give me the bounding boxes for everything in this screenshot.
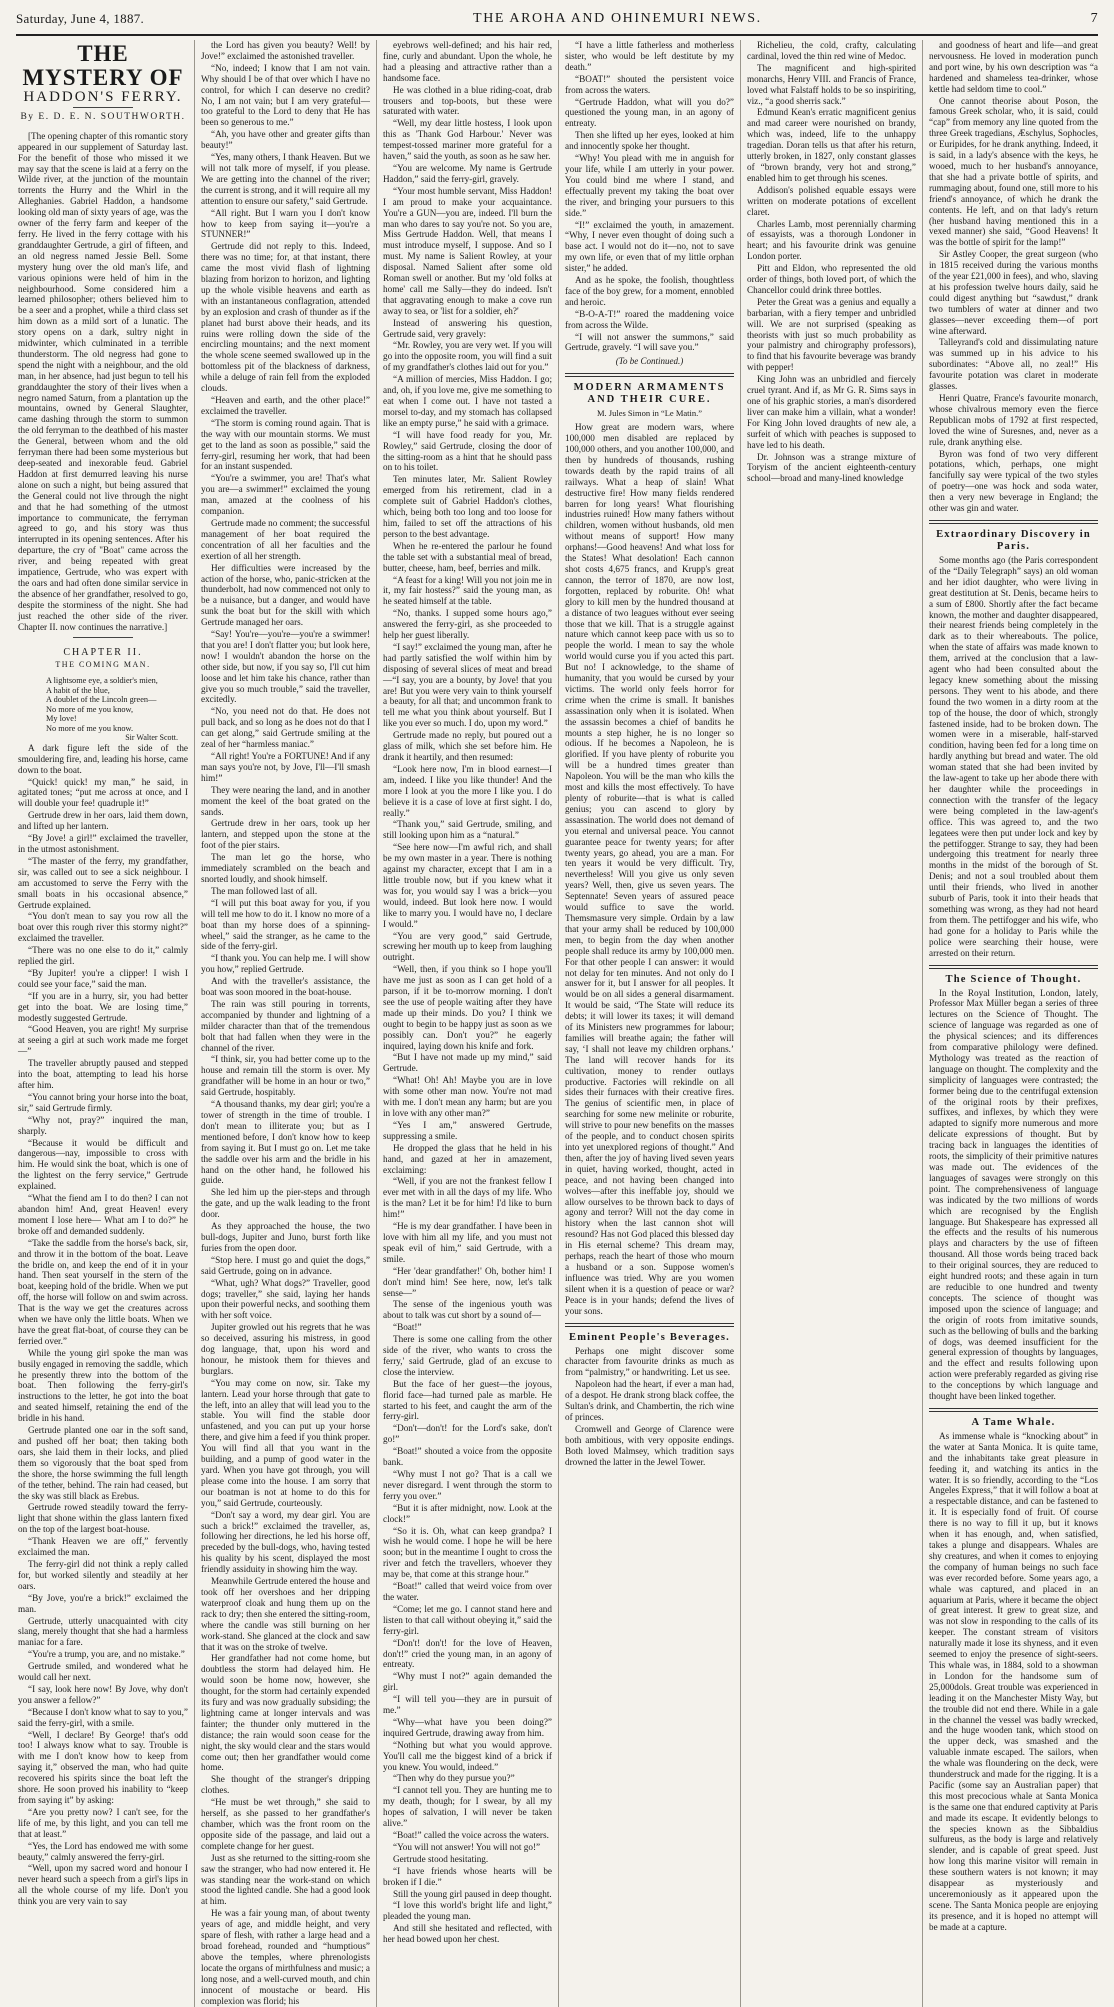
paragraph: “Look here now, I'm in blood earnest—I am, indeed. I like you like thunder! And the more I look at you the more I like you. I do believe it is a case of love at first sight. I do, really.” xyxy=(383,763,552,818)
paragraph: “Because it would be difficult and dangerous—nay, impossible to cross with him. He would sink the boat, which is one of the lightest on the ferry service,” Gertrude explained. xyxy=(18,1137,188,1192)
paragraph: “Boat!” called the voice across the waters. xyxy=(393,1830,549,1840)
paragraph: “You don't mean to say you row all the boat over this rough river this stormy night?” exclaimed the traveller. xyxy=(18,911,188,944)
paragraph: “Because I don't know what to say to you,” said the ferry-girl, with a smile. xyxy=(18,1706,188,1728)
paragraph: Just as she returned to the sitting-room she saw the stranger, who had now entered it. He was standing near the work-stand on which stood the lighted candle. She had a good look at him. xyxy=(201,1852,370,1907)
armaments-heading: MODERN ARMAMENTS AND THEIR CURE. xyxy=(573,382,726,406)
title-divider xyxy=(73,107,133,108)
paragraph: Gertrude made no reply, but poured out a glass of milk, which she set before him. He drank it heartily, and then resumed: xyxy=(383,730,552,762)
column-1-body xyxy=(18,743,188,1907)
paragraph: “All right! You're a FORTUNE! And if any man says you're not, by Jove, I'll—I'll smash him!” xyxy=(201,751,370,783)
paragraph: Dr. Johnson was a strange mixture of Toryism of the ancient eighteenth-century school—broad and many-lined knowledge xyxy=(747,451,916,484)
paragraph: They were nearing the land, and in another moment the keel of the boat grated on the sands. xyxy=(201,784,370,817)
paragraph: “Good Heaven, you are right! My surprise at seeing a girl at such work made me forget—” xyxy=(18,1024,188,1057)
paragraph: A dark figure left the side of the smouldering fire, and, leading his horse, came down to the boat. xyxy=(18,742,188,775)
paragraph: “Her 'dear grandfather!' Oh, bother him! I don't mind him! See here, now, let's talk sense—” xyxy=(383,1265,552,1298)
paragraph: “Thank Heaven we are off,” fervently exclaimed the man. xyxy=(18,1536,188,1558)
paragraph: “You are welcome. My name is Gertrude Haddon,” said the ferry-girl, gravely. xyxy=(383,162,552,184)
paragraph: “I have friends whose hearts will be broken if I die.” xyxy=(383,1865,552,1887)
section-divider xyxy=(929,1408,1098,1412)
paragraph: “Stop here. I must go and quiet the dogs,” said Gertrude, going on in advance. xyxy=(201,1254,370,1276)
whale-heading: A Tame Whale. xyxy=(971,1416,1056,1428)
paragraph: “No, indeed; I know that I am not vain. Why should I be of that over which I have no control, for which I can deserve no credit? No, I am not vain; but I am very grateful—too grateful to the Lord to deny that He has been so generous to me.” xyxy=(201,62,370,128)
intro-divider xyxy=(73,637,133,638)
paragraph: “You are very good,” said Gertrude, screwing her mouth up to keep from laughing outright. xyxy=(383,930,552,963)
page-header xyxy=(16,6,1098,32)
paragraph: “A million of mercies, Miss Haddon. I go; and, oh, if you love me, give me something to eat when I come out. I have not tasted a morsel to-day, and my stomach has collapsed like an empty purse,” he said with a grimace. xyxy=(383,374,552,428)
paragraph: Ten minutes later, Mr. Salient Rowley emerged from his retirement, clad in a complete suit of Gabriel Haddon's clothes, which, being both too long and too loose for him, failed to set off the attractions of his person to the best advantage. xyxy=(383,474,552,539)
paragraph: Gertrude, utterly unacquainted with city slang, merely thought that she had a harmless maniac for a fare. xyxy=(18,1615,188,1648)
paragraph: “Boat!” shouted a voice from the opposite bank. xyxy=(383,1446,552,1468)
paragraph: “What! Oh! Ah! Maybe you are in love with some other man now. You're not mad with me. I don't mean any harm; but are you in love with any other man?” xyxy=(383,1075,552,1118)
paragraph: “Your most humble servant, Miss Haddon! I am proud to make your acquaintance. You're a GUN—you are, indeed. I'll burn the man who dares to say you're not. So you are, Miss Gertrude Haddon. Well, that means I must introduce myself, I suppose. And so I must. My name is Salient Rowley, at your disposal. Named Salient after some old Roman swell or another. But my 'old folks at home' call me Sally—they do indeed. Isn't that aggravating enough to make a cove run away to sea, or 'list for a soldier, eh?' xyxy=(383,185,552,316)
paragraph: “You're a swimmer, you are! That's what you are—a swimmer!” exclaimed the young man, amazed at the coolness of his companion. xyxy=(201,473,370,517)
armaments-byline: M. Jules Simon in “Le Matin.” xyxy=(596,408,703,419)
armaments-body xyxy=(565,422,734,1316)
paragraph: “I say, look here now! By Jove, why don't you answer a fellow?” xyxy=(18,1683,188,1705)
paragraph: eyebrows well-defined; and his hair red, fine, curly and abundant. Upon the whole, he had a pleasing and attractive rather than a handsome face. xyxy=(383,40,552,83)
chapter-subheading: THE COMING MAN. xyxy=(55,660,151,670)
column-2 xyxy=(194,40,376,2007)
beverages-continued xyxy=(929,40,1098,514)
paragraph: “What, ugh? What dogs?” Traveller, good dogs; traveller,” she said, laying her hands upon their powerful necks, and soothing them with her soft voice. xyxy=(201,1277,370,1321)
paragraph: The man followed last of all. xyxy=(211,885,318,896)
story-byline: By E. D. E. N. SOUTHWORTH. xyxy=(20,111,186,122)
paragraph: The man let go the horse, who immediately scrambled on the beach and snorted loudly, and shook himself. xyxy=(201,852,370,884)
paragraph: “You're a trump, you are, and no mistake.” xyxy=(28,1649,185,1660)
paragraph: “I have a little fatherless and motherless sister, who would be left destitute by my death.” xyxy=(565,40,734,72)
science-body xyxy=(929,988,1098,1402)
paragraph: Her difficulties were increased by the action of the horse, who, panic-stricken at the thunderbolt, had now commenced not only to be a nuisance, but a danger, and would have sunk the boat but for the skill with which Gertrude managed her oars. xyxy=(201,562,370,628)
paragraph: “Don't say a word, my dear girl. You are such a brick!” exclaimed the traveller, as, following her directions, he led his horse off, preceded by the bull-dogs, who, having tested his quality by his scent, displayed the most friendly assiduity in showing him the way. xyxy=(201,1509,370,1575)
column-5 xyxy=(740,40,922,2007)
paragraph: “Take the saddle from the horse's back, sir, and throw it in the bottom of the boat. Leave the bridle on, and keep the end of it in your hand. Then seat yourself in the stern of the boat, keeping hold of the bridle. When we put off, the horse will follow on and swim across. That is the way we get the creatures across when we have only the little boats. When we have the great flat-boat, of course they can be ferried over.” xyxy=(18,1237,188,1346)
paragraph: Napoleon had the heart, if ever a man had, of a despot. He drank strong black coffee, the Sultan's drink, and Chambertin, the rich wine of princes. xyxy=(565,1379,734,1422)
paragraph: “Yes I am,” answered Gertrude, suppressing a smile. xyxy=(383,1119,552,1141)
paragraph: Gertrude rowed steadily toward the ferry-light that shone within the glass lantern fixed on the top of the largest boat-house. xyxy=(18,1502,188,1535)
paragraph: As they approached the house, the two bull-dogs, Jupiter and Juno, burst forth like furies from the open door. xyxy=(201,1221,370,1253)
paragraph: “I will have food ready for you, Mr. Rowley,” said Gertrude, closing the door of the sitting-room as a hint that he should pass on to his toilet. xyxy=(383,429,552,473)
column-4-body xyxy=(565,40,734,353)
paragraph: “Don't—don't! for the Lord's sake, don't go!” xyxy=(383,1423,552,1445)
paragraph: When he re-entered the parlour he found the table set with a substantial meal of bread, butter, cheese, ham, beef, berries and milk. xyxy=(383,540,552,573)
paragraph: In the Royal Institution, London, lately, Professor Max Müller began a series of three lectures on the Science of Thought. The science of language was regarded as one of the physical sciences; and its differences from comparative philology were defined. Mythology was treated as the reaction of language on thought. The complexity and the simplicity of languages were contrasted; the former being due to the centrifugal extension of the original roots by their prefixes, suffixes, and inflexes, by which they were adapted to signify more numerous and more delicate expressions of thought. But by tracing back in languages the identities of roots, the simplicity of their primitive natures was made out. The evidences of the languages of savages were strongly on this point. The comprehensiveness of language was indicated by the two millions of words which are recognised by the English language. But Shakespeare has expressed all the effects and the results of his numerous plays and characters by the use of fifteen thousand. All those words being traced back to their original sources, they are reduced to eight hundred roots; and these again in turn are reducible to one hundred and twenty concepts. The science of thought was imposed upon the science of language; and the origin of roots from imitative sounds, such as the bellowing of bulls and the barking of dogs, was deemed insufficient for the general expression of thoughts by languages, and the effect and results following upon action were preferably regarded as giving rise to the conceptions by which language and thought have been linked together. xyxy=(929,987,1098,1402)
paragraph: “He must be wet through,” she said to herself, as she passed to her grandfather's chamber, which was the front room on the opposite side of the passage, and laid out a complete change for her guest. xyxy=(201,1797,370,1851)
paris-body xyxy=(929,555,1098,959)
paragraph: Still the young girl paused in deep thought. xyxy=(393,1888,552,1899)
paragraph: She led him up the pier-steps and through the gate, and up the walk leading to the front door. xyxy=(201,1187,370,1220)
paragraph: “By Jove, you're a brick!” exclaimed the man. xyxy=(18,1592,188,1614)
paragraph: and goodness of heart and life—and great nervousness. He loved in moderation punch and port wine, by his own description was “a hardened and shameless tea-drinker, whose kettle had seldom time to cool.” xyxy=(929,40,1098,94)
paragraph: She thought of the stranger's dripping clothes. xyxy=(201,1774,370,1796)
paragraph: “I thank you. You can help me. I will show you how,” replied Gertrude. xyxy=(201,953,370,975)
paragraph: Charles Lamb, most perennially charming of essayists, was a thorough Londoner in heart; and his favourite drink was genuine London porter. xyxy=(747,218,916,262)
paragraph: “Then why do they pursue you?” xyxy=(393,1773,515,1784)
paragraph: “BOAT!” shouted the persistent voice from across the waters. xyxy=(565,73,734,95)
whale-body xyxy=(929,1431,1098,1933)
paragraph: Edmund Kean's erratic magnificent genius and mad career were nourished on brandy, which was, indeed, life to the unhappy tragedian. Doran tells us that after his return, utterly broken, in 1827, only constant glasses of “brown brandy, very hot and strong,” enabled him to get through his scenes. xyxy=(747,107,916,183)
paris-heading: Extraordinary Discovery in Paris. xyxy=(936,528,1091,552)
chapter-heading: CHAPTER II. xyxy=(63,646,143,658)
paragraph: There is some one calling from the other side of the river, who wants to cross the ferry,' said Gertrude, glad of an excuse to close the interview. xyxy=(383,1334,552,1377)
paragraph: “Come; let me go. I cannot stand here and listen to that call without obeying it,” said the ferry-girl. xyxy=(383,1603,552,1636)
paragraph: “Ah, you have other and greater gifts than beauty!” xyxy=(201,129,370,151)
paragraph: “Well, my dear little hostess, I look upon this as 'Thank God Harbour.' Never was tempest-tossed mariner more grateful for a haven,” said the youth, as soon as he saw her. xyxy=(383,118,552,162)
paragraph: Jupiter growled out his regrets that he was so deceived, assuring his mistress, in good dog language, that, upon his word and honour, he mistook them for thieves and burglars. xyxy=(201,1322,370,1376)
poem-line: My love! xyxy=(46,714,77,724)
paragraph: Byron was fond of two very different potations, which, perhaps, one might fancifully say were typical of the two styles of poetry—one was hock and soda water, then a very new beverage in England; the other was gin and water. xyxy=(929,448,1098,514)
paragraph: Gertrude drew in her oars, laid them down, and lifted up her lantern. xyxy=(18,810,188,832)
paragraph: “Gertrude Haddon, what will you do?” questioned the young man, in an agony of entreaty. xyxy=(565,96,734,129)
paragraph: “I will tell you—they are in pursuit of me.” xyxy=(383,1694,552,1716)
paragraph: “Well, upon my sacred word and honour I never heard such a speech from a girl's lips in all the whole course of my life. Don't you think you are very vain to say xyxy=(18,1863,188,1907)
column-3-body xyxy=(383,40,552,1945)
story-intro: [The opening chapter of this romantic story appeared in our supplement of Saturday last. For the benefit of those who missed it we may say that the scene is laid at a ferry on the Wilde river, at the junction of the mountain torrents the Hurry and the Whirl in the Alleghanies. Gabriel Haddon, a handsome looking old man of sixty years of age, was the owner of the ferry farm and keeper of the ferry. He lived in the ferry cottage with his granddaughter Gertrude, a girl of fifteen, and an old negress named Jessie Bell. Some mystery hung over the old man's life, and various opinions were held of him in the neighbourhood. Some considered him a learned philosopher; others believed him to be a seer and a prophet, while a third class set him down as a mild sort of a lunatic. The story opens on a dark, sultry night in midwinter, which culminated in a terrible thunderstorm. The old negress had gone to spend the night with a neighbour, and the old man, in her absence, had just begun to tell his granddaughter the story of their lives when a negro named Saturn, from a plantation up the mountains, owned by General Slaughter, came dashing through the storm to summon the old ferryman to the deathbed of his master the General, between whom and the old ferryman there had been some mysterious but deep-seated and inexorable feud. Gabriel Haddon at first demurred leaving his nurse alone on such a night, but being assured that the General could not live through the night and that he had something of the utmost importance to communicate, the ferryman agreed to go, and his story was thus interrupted in its opening sentences. After his departure, the cry of "Boat" came across the river, and being repeated with great impatience, Gertrude, who was expert with the oars and had often done similar service in the absence of her grandfather, resolved to go, despite the storminess of the night. She had just reached the other side of the river. Chapter II. now continues the narrative.] xyxy=(18,130,188,632)
paragraph: “Nothing but what you would approve. You'll call me the biggest kind of a brick if you knew. You would, indeed.” xyxy=(383,1739,552,1772)
paragraph: “He is my dear grandfather. I have been in love with him all my life, and you must not speak evil of him,” said Gertrude, with a smile. xyxy=(383,1221,552,1264)
column-4 xyxy=(558,40,740,2007)
paragraph: “What the fiend am I to do then? I can not abandon him! And, great Heaven! every moment I lose here— What am I to do?” he broke off and demanded suddenly. xyxy=(18,1193,188,1236)
story-title: THE MYSTERY OF xyxy=(22,41,184,90)
paragraph: “Why not, pray?” inquired the man, sharply. xyxy=(18,1114,188,1136)
beverages-body-part2 xyxy=(747,40,916,484)
paragraph: And still she hesitated and reflected, with her head bowed upon her chest. xyxy=(383,1923,552,1945)
chapter-poem xyxy=(18,676,188,743)
paragraph: “Boat!” xyxy=(393,1322,422,1333)
paragraph: Perhaps one might discover some character from favourite drinks as much as from “palmistry,” or handwriting. Let us see. xyxy=(565,1345,734,1378)
poem-line: No more of me you know, xyxy=(46,704,134,714)
beverages-body-part1 xyxy=(565,1346,734,1468)
paragraph: “I say!” exclaimed the young man, after he had partly satisfied the wolf within him by disposing of several slices of meat and bread—“I say, you are a bounty, by Jove! that you are! But you were very vain to think yourself a beauty, for all that; and uncommon frank to tell me what you think about yourself. But I like you ever so much. I do, upon my word.” xyxy=(383,641,552,729)
to-be-continued: (To be Continued.) xyxy=(615,356,684,367)
paragraph: Gertrude made no comment; the successful management of her boat required the concentration of all her faculties and the exertion of all her strength. xyxy=(201,517,370,561)
paragraph: He dropped the glass that he held in his hand, and gazed at her in amazement, exclaiming: xyxy=(383,1142,552,1175)
paragraph: “I will not answer the summons,” said Gertrude, gravely. “I will save you.” xyxy=(565,331,734,353)
paragraph: Henri Quatre, France's favourite monarch, whose chivalrous memory even the fierce Republican mobs of 1792 at first respected, loved the wine of Suresnes, and, never as a rule, drank anything else. xyxy=(929,393,1098,447)
paragraph: “Yes, the Lord has endowed me with some beauty,” calmly answered the ferry-girl. xyxy=(18,1840,188,1862)
paragraph: “I love this world's bright life and light,” pleaded the young man. xyxy=(383,1900,552,1922)
paragraph: While the young girl spoke the man was busily engaged in removing the saddle, which he presently threw into the bottom of the boat. Then following the ferry-girl's instructions to the letter, he got into the boat and seated himself, retaining the end of the bridle in his hand. xyxy=(18,1347,188,1424)
paragraph: And with the traveller's assistance, the boat was soon moored in the boat-house. xyxy=(201,976,370,998)
paragraph: “All right. But I warn you I don't know how to keep from saying it—you're a STUNNER!” xyxy=(201,207,370,240)
paragraph: Gertrude drew in her oars, took up her lantern, and stepped upon the stone at the foot of the pier stairs. xyxy=(201,818,370,851)
paragraph: “I cannot tell you. They are hunting me to my death, though; for I swear, by all my hopes of salvation, I will never be taken alive.” xyxy=(383,1785,552,1829)
paragraph: Pitt and Eldon, who represented the old order of things, both loved port, of which the Chancellor could drink three bottles. xyxy=(747,263,916,295)
section-divider xyxy=(565,1323,734,1327)
paragraph: “Yes, many others, I thank Heaven. But we will not talk more of myself, if you please. We are getting into the channel of the river; the current is strong, and it will require all my attention to ensure our safety,” said Gertrude. xyxy=(201,152,370,206)
paragraph: “Why! You plead with me in anguish for your life, while I am utterly in your power. You could bind me where I stand, and effectually prevent my taking the boat over the river, and bringing your pursuers to this side.” xyxy=(565,153,734,218)
paragraph: Gertrude smiled, and wondered what he would call her next. xyxy=(18,1661,188,1683)
paragraph: “See here now—I'm awful rich, and shall be my own master in a year. There is nothing against my character, except that I am in a little trouble now, but if you knew what it was for, you would say I was a brick—you would, indeed. But look here now. I would like to marry you. I would have no, I declare I would.” xyxy=(383,842,552,929)
paragraph: “Boat!” called that weird voice from over the water. xyxy=(383,1581,552,1602)
paragraph: “B-O-A-T!” roared the maddening voice from across the Wilde. xyxy=(565,308,734,330)
paragraph: Cromwell and George of Clarence were both ambitious, with very opposite endings. Both loved Malmsey, which tradition says drowned the latter in the Jewel Tower. xyxy=(565,1423,734,1467)
paragraph: “I think, sir, you had better come up to the house and remain till the storm is over. My grandfather will be home in an hour or two,” said Gertrude, hospitably. xyxy=(201,1054,370,1098)
paragraph: But the face of her guest—the joyous, florid face—had turned pale as marble. He started to his feet, and caught the arm of the ferry-girl. xyxy=(383,1378,552,1422)
paragraph: “So it is. Oh, what can keep grandpa? I wish he would come. I hope he will be here soon; but in the meantime I ought to cross the river and fetch the travellers, whoever they may be, that come at this strange hour.” xyxy=(383,1525,552,1580)
paragraph: “A feast for a king! Will you not join me in it, my fair hostess?” said the young man, as he seated himself at the table. xyxy=(383,574,552,607)
paragraph: “Say! You're—you're—you're a swimmer! that you are! I don't flatter you; but look here, now! I wouldn't abandon the horse on the other side, but now, if you say so, I'll cut him loose and let him take his chance, rather than give you so much trouble,” said the traveller, excitedly. xyxy=(201,629,370,705)
column-3 xyxy=(376,40,558,2007)
paragraph: Her grandfather had not come home, but doubtless the storm had delayed him. He would soon be home now, however, she thought, for the storm had certainly expended its fury and was now gradually subsiding; the lightning came at longer intervals and was fainter; the thunder only muttered in the distance; the rain would soon cease for the night, the sky would clear and the stars would come out; then her grandfather would come home. xyxy=(201,1653,370,1773)
paragraph: Peter the Great was a genius and equally a barbarian, with a fiery temper and unbridled will. We are not surprised (speaking as theorists with just so much probability as your palmistry and chirography professors), to find that his favourite beverage was brandy with pepper! xyxy=(747,296,916,373)
poem-line: A habit of the blue, xyxy=(46,685,110,695)
section-divider xyxy=(565,373,734,377)
paragraph: “But it is after midnight, now. Look at the clock!” xyxy=(383,1502,552,1524)
paragraph: “There was no one else to do it,” calmly replied the girl. xyxy=(18,945,188,967)
header-rule xyxy=(16,34,1098,36)
paragraph: The rain was still pouring in torrents, accompanied by thunder and lightning of a milder character than that of the tremendous bolt that had fallen when they were in the channel of the river. xyxy=(201,998,370,1053)
poem-attribution: Sir Walter Scott. xyxy=(125,733,178,743)
paragraph: “Well, I declare! By George! that's odd too! I always know what to say. Trouble is with me I don't know how to keep from saying it,” observed the man, who had quite recovered his spirits since the boat left the shore. He soon proved his inability to “keep from saying it” by asking: xyxy=(18,1729,188,1805)
paragraph: “I!” exclaimed the youth, in amazement. “Why, I never even thought of doing such a base act. I would not do it—no, not to save my own life, or even that of my little orphan sister,” he added. xyxy=(565,219,734,274)
paragraph: Sir Astley Cooper, the great surgeon (who in 1815 received during the various months of the year £21,000 in fees), and who, slaving at his profession twelve hours daily, said he could digest anything but “sawdust,” drank two tumblers of water at dinner and two glasses—never exceeding them—of port wine afterward. xyxy=(929,249,1098,336)
paragraph: “You cannot bring your horse into the boat, sir,” said Gertrude firmly. xyxy=(18,1091,188,1113)
paragraph: “The master of the ferry, my grandfather, sir, was called out to see a sick neighbour. I am accustomed to serve the Ferry with the small boats in his occasional absence,” Gertrude explained. xyxy=(18,855,188,910)
newspaper-title: THE AROHA AND OHINEMURI NEWS. xyxy=(473,11,762,26)
paragraph: Richelieu, the cold, crafty, calculating cardinal, loved the thin red wine of Medoc. xyxy=(747,40,916,61)
paragraph: How great are modern wars, where 100,000 men disabled are replaced by 100,000 others, and you another 100,000, and then by hundreds of thousands, rushing towards death by the rapid trains of all railways. What a heap of slain! What destructive fire! How many fields rendered barren for long years! What flourishing industries ruined! How many fathers without children, women without husbands, old men without means of support! How many orphans!—Good heavens! And what loss for the States! What desolation! Each cannon shot costs 4,675 francs, and Krupp's great cannon, the terror of 1870, are now lost, forgotten, replaced by roburite. Oh! what glory to kill men by the hundred thousand at a distance of two leagues without ever seeing those that we kill. That is a struggle against nature which cannot keep pace with us so to people the world. I mean to say the whole world would curse you if you acted this part. But no! I acknowledge, to the shame of humanity, that you would be cursed by your victims. The world only feels horror for crime when the crime is small. It banishes assassination only when it is isolated. When the assassin becomes a chief of bandits he mounts a step higher, he is no longer so odious. If he becomes a Napoleon, he is glorified. If you have plenty of roburite you will be a hundred times greater than Napoleon. You will be the man who kills the most and kills the most effectively. To have plenty of roburite—that is what is called genius; you can ascend to glory by assassination. The world does not demand of you eternal and universal peace. You cannot guarantee peace for twenty years; for after twenty years, go ahead, you are a man. For ten years it would be very difficult. Try, nevertheless! Will you give us only seven years? Well, then, give us seven years. The Septennate! Seven years of assured peace would suffice to save the world. Themsmasure very simple. Ordain by a law that your army shall be reduced by 100,000 men, to begin from the day when another people shall reduce its army by 100,000 men. For that other people I can answer: it would not delay for ten minutes. And not only do I answer for it, but I answer for all peoples. It would be on all sides a general disarmament. It would be said, “The State will reduce its debts; it will lower its taxes; it will demand of its Ministers new programmes for labour; families will breathe again; the father will say, ‘I shall not leave my children orphans.’ The land will recover hands for its cultivation, money to render outlays productive. Factories will rekindle on all sides their furnaces with their creative fires. The genius of scientific men, in place of searching for some new melinite or roburite, will strive to pour new benefits on the masses of the people, and to conduct chosen spirits into yet unexplored regions of thought.” And then, after the joy of having lived seven years in quiet, having worked, thought, acted in peace, and not having been changed into wolves—after this ineffable joy, should we allow ourselves to be thrown back to days of agony and terror? Will not the day come in history when the last cannon shot will resound? Has not God placed this blessed day in His eternal scheme? This dream may, perhaps, reach the heart of those who mourn a husband or a son. Suppose women's influence was tried. Why are you women silent when it is a question of peace or war? Peace is in your hands; defend the lives of your sons. xyxy=(565,422,734,1316)
paragraph: Addison's polished equable essays were written on moderate potations of excellent claret. xyxy=(747,184,916,217)
paragraph: Talleyrand's cold and dissimulating nature was summed up in his advice to his subordinates: “Above all, no zeal!” His favourite potation was claret in moderate glasses. xyxy=(929,337,1098,392)
page-number: 7 xyxy=(1090,11,1098,26)
paragraph: “I will put this boat away for you, if you will tell me how to do it. I know no more of a boat than my horse does of a spinning-wheel,” said the stranger, as he came to the side of the ferry-girl. xyxy=(201,897,370,952)
paragraph: “But I have not made up my mind,” said Gertrude. xyxy=(383,1052,552,1074)
paragraph: And as he spoke, the foolish, thoughtless face of the boy grew, for a moment, ennobled and heroic. xyxy=(565,275,734,307)
paragraph: the Lord has given you beauty? Well! by Jove!” exclaimed the astonished traveller. xyxy=(201,40,370,61)
paragraph: Gertrude stood hesitating. xyxy=(393,1853,489,1864)
paragraph: He was clothed in a blue riding-coat, drab trousers and top-boots, but these were saturated with water. xyxy=(383,84,552,117)
paragraph: Gertrude planted one oar in the soft sand, and pushed off her boat; then taking both oars, she laid them in their locks, and plied them so vigorously that the boat sped from the shore, the horse swimming the full length of the tether, behind. The rain had ceased, but the sky was still black as Erebus. xyxy=(18,1425,188,1501)
paragraph: “No, you need not do that. He does not pull back, and so long as he does not do that I can get along,” said Gertrude smiling at the zeal of her “harmless maniac.” xyxy=(201,706,370,750)
paragraph: “Are you pretty now? I can't see, for the life of me, by this light, and you can tell me that at least.” xyxy=(18,1806,188,1839)
paragraph: “By Jove! a girl!” exclaimed the traveller, in the utmost astonishment. xyxy=(18,833,188,854)
paragraph: “A thousand thanks, my dear girl; you're a tower of strength in the time of trouble. I don't mean to illiterate you; but as I mentioned before, I don't know how to keep from saying it. But I must go on. Let me take the saddle over his arm and the bridle in his hand on the other hand, he followed his guide. xyxy=(201,1099,370,1186)
paragraph: One cannot theorise about Poson, the famous Greek scholar, who, it is said, could “cap” from memory any line quoted from the three Greek tragedians, Æschylus, Sophocles, or Euripides, for he drank anything. Indeed, it is said, in a lady's absence with the keys, he wooed, much to her husband's annoyance, that she had a private bottle of spirits, and rummaging about, found one, still more to his friend's annoyance, of which he drank the contents. He left, and on that lady's return (her husband having mentioned this in a vexed manner) she said, “Good Heavens! It was the bottle of spirit for the lamp!” xyxy=(929,95,1098,248)
paragraph: Instead of answering his question, Gertrude said, very gravely: xyxy=(383,317,552,339)
poem-line: A lightsome eye, a soldier's mien, xyxy=(46,676,158,686)
column-2-body xyxy=(201,40,370,2006)
paragraph: “Mr. Rowley, you are very wet. If you will go into the opposite room, you will find a suit of my grandfather's clothes laid out for you.” xyxy=(383,340,552,373)
paragraph: The magnificent and high-spirited monarchs, Henry VIII. and Francis of France, loved what Falstaff holds to be so inspiriting, viz., “a good sherris sack.” xyxy=(747,62,916,106)
story-subtitle: HADDON'S FERRY. xyxy=(23,89,183,105)
paragraph: “By Jupiter! you're a clipper! I wish I could see your face,” said the man. xyxy=(18,967,188,989)
paragraph: “Quick! quick! my man,” he said, in agitated tones; “put me across at once, and I will double your fee! quadruple it!” xyxy=(18,776,188,809)
paragraph: The ferry-girl did not think a reply called for, but worked silently and steadily at her oars. xyxy=(18,1558,188,1591)
paragraph: “You may come on now, sir. Take my lantern. Lead your horse through that gate to the left, into an alley that will lead you to the stable. You will find the stable door unfastened, and you can put up your horse there, and give him a feed if you think proper. You will find all that you want in the building, and a pump of good water in the yard. When you have got through, you will please come into the house. I am sorry that our boatman is not at home to do this for you,” said Gertrude, courteously. xyxy=(201,1377,370,1508)
paragraph: “If you are in a hurry, sir, you had better get into the boat. We are losing time,” modestly suggested Gertrude. xyxy=(18,990,188,1023)
column-6 xyxy=(922,40,1104,2007)
paragraph: Then she lifted up her eyes, looked at him and innocently spoke her thought. xyxy=(565,130,734,152)
paragraph: “No, thanks. I supped some hours ago,” answered the ferry-girl, as she proceeded to help her guest liberally. xyxy=(383,608,552,641)
paragraph: King John was an unbridled and fiercely cruel tyrant. And if, as Mr G. R. Sims says in one of his graphic stories, a man's disordered liver can make him a villain, what a wonder! For King John loved draughts of new ale, a surfeit of which with peaches is supposed to have led to his death. xyxy=(747,374,916,450)
paragraph: Gertrude did not reply to this. Indeed, there was no time; for, at that instant, there came the most vivid flash of lightning blazing from horizon to horizon, and lighting up the whole visible heavens and earth as with an instantaneous conflagration, attended by an explosion and crash of thunder as if the planet had burst above their heads, and its ruins were rolling down the side of the encircling mountains; and the next moment the whole scene seemed swallowed up in the bottomless pit of the blackness of darkness, while a deluge of rain fell from the exploded clouds. xyxy=(201,241,370,394)
beverages-heading: Eminent People's Beverages. xyxy=(568,1331,730,1343)
science-heading: The Science of Thought. xyxy=(945,973,1082,985)
issue-date: Saturday, June 4, 1887. xyxy=(16,11,145,26)
section-divider xyxy=(929,520,1098,524)
paragraph: “Why must I not?” again demanded the girl. xyxy=(383,1671,552,1693)
paragraph: The traveller abruptly paused and stepped into the boat, attempting to lead his horse after him. xyxy=(18,1058,188,1090)
paragraph: “Heaven and earth, and the other place!” exclaimed the traveller. xyxy=(201,395,370,416)
paragraph: The sense of the ingenious youth was about to talk was cut short by a sound of— xyxy=(383,1299,552,1321)
column-1 xyxy=(12,40,194,2007)
section-divider xyxy=(929,965,1098,969)
paragraph: He was a fair young man, of about twenty years of age, and middle height, and very spare of flesh, with rather a large head and a broad forehead, rounded and “humptious” above the temples, where phrenologists locate the organs of mirthfulness and music; a long nose, and a well-curved mouth, and chin innocent of moustache or beard. His complexion was florid; his xyxy=(201,1908,370,2006)
paragraph: “You will not answer! You will not go!” xyxy=(393,1841,541,1852)
poem-line: No more of me you know. xyxy=(46,723,134,733)
paragraph: “The storm is coming round again. That is the way with our mountain storms. We must get to the land as soon as possible,” said the ferry-girl, resuming her work, that had been for an instant suspended. xyxy=(201,417,370,472)
paragraph: “Well, then, if you think so I hope you'll have me just as soon as I can get hold of a parson, if it be to-morrow morning. I don't see the use of people waiting after they have made up their minds. Do you? I think we ought to begin to be happy just as soon as we possibly can. Don't you?” he eagerly inquired, laying down his knife and fork. xyxy=(383,964,552,1051)
paragraph: “Don't! don't! for the love of Heaven, don't!” cried the young man, in an agony of entreaty. xyxy=(383,1637,552,1670)
paragraph: “Why—what have you been doing?” inquired Gertrude, drawing away from him. xyxy=(383,1716,552,1738)
poem-line: A doublet of the Lincoln green— xyxy=(46,695,157,705)
paragraph: “Well, if you are not the frankest fellow I ever met with in all the days of my life. Who is the man? Let it be for him! I'd like to burn him!” xyxy=(383,1176,552,1220)
paragraph: As immense whale is “knocking about” in the water at Santa Monica. It is quite tame, and the inhabitants take great pleasure in feeding it, and watching its antics in the water. It is so friendly, according to the “Los Angeles Express,” that it will follow a boat at a respectable distance, and can be fastened to it. It is especially fond of fruit. Of course there is no way to fill it up, but it knows when it has enough, and, when satisfied, takes a plunge and disappears. Whales are shy creatures, and when it comes to enjoying the company of human beings no such face was ever recorded before. Some years ago, a whale was captured, and placed in an aquarium at Paris, where it became the object of great interest. It grew to great size, and was not slow in responding to the calls of its keeper. The constant stream of visitors naturally made it lose its shyness, and it even seemed to enjoy the presence of sight-seers. This whale was, in 1884, sold to a showman in London for the handsome sum of 25,000dols. Great trouble was experienced in leading it on the Manchester Misty Way, but the trouble did not end there. While in a gale in the channel the vessel was badly wrecked, and the huge wooden tank, which stood on the upper deck, was smashed and the valuable inmate escaped. The sailors, when the whale was floundering on the deck, were thunderstruck and made for the rigging. It is a Pacific (some say an Australian paper) that this most precocious whale at Santa Monica is the same one that endured captivity at Paris and made its escape. It evidently belongs to the species known as the Sibbaldius sulfureus, as the body is large and relatively slender, and is capable of great speed. Just how long this marine visitor will remain in these southern waters is not known; it may disappear as mysteriously and unceremoniously as it appeared upon the scene. The Santa Monica people are enjoying its presence, and it is hoped no attempt will be made at a capture. xyxy=(929,1430,1098,1932)
paragraph: Meanwhile Gertrude entered the house and took off her overshoes and her dripping waterproof cloak and hung them up on the rack to dry; then she entered the sitting-room, where the candle was still burning on her work-stand. She glanced at the clock and saw that it was on the stroke of twelve. xyxy=(201,1576,370,1652)
paragraph: Some months ago (the Paris correspondent of the “Daily Telegraph” says) an old woman and her idiot daughter, who were living in great destitution at St. Denis, became heirs to a sum of £800. Shortly after the fact became known, the mother and daughter disappeared, their nearest friends being completely in the dark as to their whereabouts. The police, when the state of affairs was made known to them, arrived at the conclusion that a law-agent who had been consulted about the legacy knew something about the missing persons. They went to his abode, and there found the two women in a dirty room at the top of the house, the door of which, strongly fastened inside, had to be broken down. The women were in a miserable, half-starved condition, having been fed for a long time on hardly anything but bread and water. The old woman stated that she had been invited by the law-agent to take up her abode there with her daughter while the proceedings in connection with the transfer of the legacy were being completed in the law-agent's office. This was agreed to, and the two legatees were then put under lock and key by the pettifogger. Strange to say, they had been undergoing this treatment for nearly three months in the midst of the borough of St. Denis; and not a soul troubled about them until their friends, who lived in another suburb of Paris, took it into their heads that something was wrong, as they had not heard from them. The pettifogger and his wife, who had gone for a holiday to Paris while the police were searching their house, were arrested on their return. xyxy=(929,554,1098,958)
columns xyxy=(12,40,1104,2006)
paragraph: “Why must I not go? That is a call we never disregard. I went through the storm to ferry you over.” xyxy=(383,1469,552,1501)
paragraph: “Thank you,” said Gertrude, smiling, and still looking upon him as a “natural.” xyxy=(383,819,552,841)
